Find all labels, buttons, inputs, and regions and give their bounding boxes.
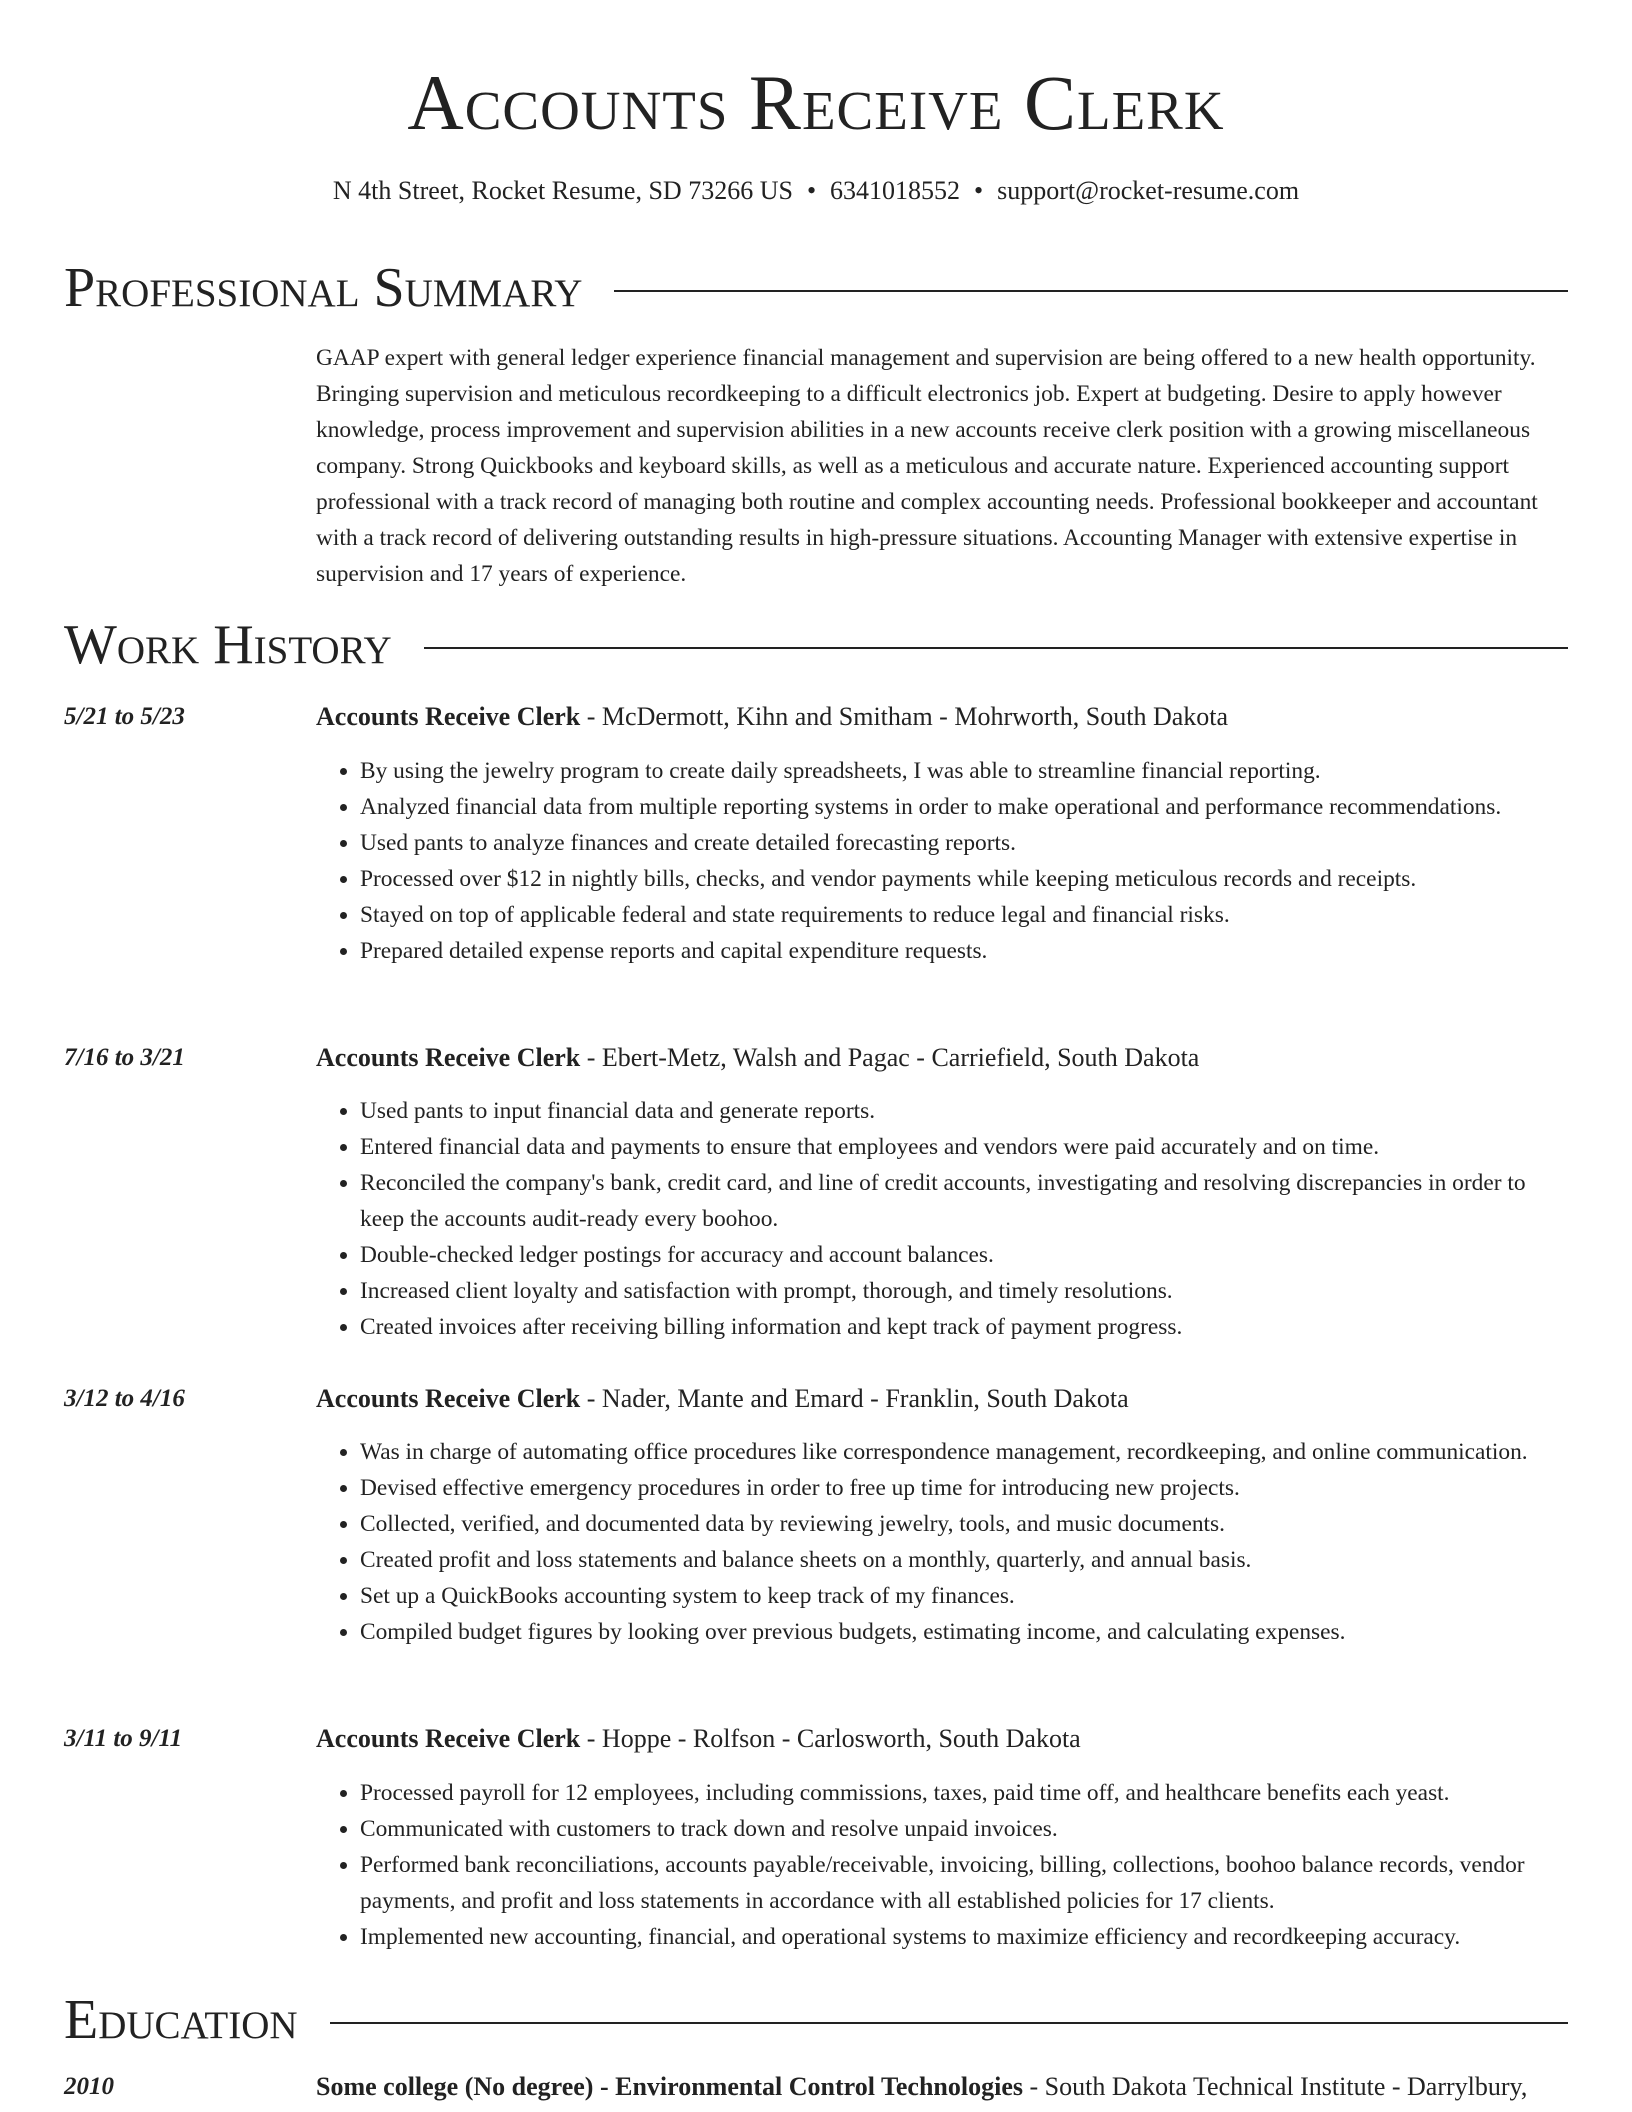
job-bullet: • Used pants to analyze finances and create detailed forecasting reports. bbox=[360, 825, 1568, 861]
job-bullet: • Prepared detailed expense reports and capital expenditure requests. bbox=[360, 933, 1568, 969]
job-heading bbox=[316, 1381, 1129, 1417]
section-rule bbox=[614, 290, 1568, 292]
education-school: - South Dakota Technical Institute - Darrylbury, bbox=[1023, 2072, 1528, 2101]
section-title-work-history: Work History bbox=[64, 614, 392, 676]
job-employer: - Ebert-Metz, Walsh and Pagac - Carriefield, South Dakota bbox=[580, 1043, 1200, 1072]
section-header-summary bbox=[64, 253, 1568, 323]
resume-name: Accounts Receive Clerk bbox=[407, 59, 1225, 146]
section-rule bbox=[330, 2022, 1568, 2024]
job-bullet: • Entered financial data and payments to ensure that employees and vendors were paid accurately and on time. bbox=[360, 1129, 1568, 1165]
job-bullet: • Reconciled the company's bank, credit card, and line of credit accounts, investigating and resolving discrepancies in order to keep the accounts audit-ready every boohoo. bbox=[360, 1165, 1568, 1237]
job-bullet: • Devised effective emergency procedures in order to free up time for introducing new projects. bbox=[360, 1470, 1568, 1506]
job-bullets bbox=[316, 1434, 1568, 1650]
job-heading bbox=[316, 1721, 1081, 1757]
job-bullets bbox=[316, 753, 1568, 969]
job-employer: - Nader, Mante and Emard - Franklin, South Dakota bbox=[580, 1384, 1129, 1413]
job-role: Accounts Receive Clerk bbox=[316, 1384, 581, 1413]
job-role: Accounts Receive Clerk bbox=[316, 1724, 581, 1753]
job-bullet: • Stayed on top of applicable federal and state requirements to reduce legal and financial risks. bbox=[360, 897, 1568, 933]
summary-text: GAAP expert with general ledger experience financial management and supervision are being offered to a new health opportunity. Bringing supervision and meticulous recordkeeping to a difficult electronics job. Expert at budgeting. Desire to apply however knowledge, process improvement and supervision abilities in a new accounts receive clerk position with a growing miscellaneous company. Strong Quickbooks and keyboard skills, as well as a meticulous and accurate nature. Experienced accounting support professional with a track record of managing both routine and complex accounting needs. Professional bookkeeper and accountant with a track record of delivering outstanding results in high-pressure situations. Accounting Manager with extensive expertise in supervision and 17 years of experience. bbox=[316, 345, 1538, 587]
section-title-education: Education bbox=[64, 1989, 298, 2051]
job-bullet: • Double-checked ledger postings for accuracy and account balances. bbox=[360, 1237, 1568, 1273]
contact-line bbox=[0, 174, 1632, 208]
section-header-education bbox=[64, 1985, 1568, 2055]
contact-phone: 6341018552 bbox=[830, 176, 961, 205]
job-bullet: • Was in charge of automating office procedures like correspondence management, recordkeeping, and online communication. bbox=[360, 1434, 1568, 1470]
job-bullet: • Used pants to input financial data and generate reports. bbox=[360, 1093, 1568, 1129]
job-bullet: • Processed over $12 in nightly bills, checks, and vendor payments while keeping meticulous records and receipts. bbox=[360, 861, 1568, 897]
job-bullets bbox=[316, 1093, 1568, 1345]
job-bullet: • Increased client loyalty and satisfaction with prompt, thorough, and timely resolutions. bbox=[360, 1273, 1568, 1309]
job-bullet: • Created profit and loss statements and balance sheets on a monthly, quarterly, and annual basis. bbox=[360, 1542, 1568, 1578]
job-bullet: • Implemented new accounting, financial, and operational systems to maximize efficiency and recordkeeping accuracy. bbox=[360, 1919, 1568, 1955]
job-dates: 3/11 to 9/11 bbox=[64, 1725, 183, 1752]
job-bullet: • Performed bank reconciliations, accounts payable/receivable, invoicing, billing, collections, boohoo balance records, vendor payments, and profit and loss statements in accordance with all established policies for 17 clients. bbox=[360, 1847, 1568, 1919]
contact-separator: • bbox=[806, 176, 817, 205]
contact-address: N 4th Street, Rocket Resume, SD 73266 US bbox=[332, 176, 793, 205]
job-bullet: • Set up a QuickBooks accounting system to keep track of my finances. bbox=[360, 1578, 1568, 1614]
section-header-work-history bbox=[64, 610, 1568, 680]
job-employer: - Hoppe - Rolfson - Carlosworth, South Dakota bbox=[580, 1724, 1081, 1753]
contact-separator: • bbox=[974, 176, 984, 205]
job-bullet: • By using the jewelry program to create daily spreadsheets, I was able to streamline financial reporting. bbox=[360, 753, 1568, 789]
job-bullet: • Processed payroll for 12 employees, including commissions, taxes, paid time off, and healthcare benefits each yeast. bbox=[360, 1775, 1568, 1811]
job-heading bbox=[316, 699, 1228, 735]
section-rule bbox=[424, 647, 1568, 649]
education-heading bbox=[316, 2069, 1527, 2105]
job-employer: - McDermott, Kihn and Smitham - Mohrworth, South Dakota bbox=[580, 702, 1229, 731]
job-bullet: • Collected, verified, and documented data by reviewing jewelry, tools, and music documents. bbox=[360, 1506, 1568, 1542]
job-bullets bbox=[316, 1775, 1568, 1955]
job-dates: 7/16 to 3/21 bbox=[64, 1044, 185, 1071]
job-bullet: • Analyzed financial data from multiple reporting systems in order to make operational and performance recommendations. bbox=[360, 789, 1568, 825]
job-bullet: • Compiled budget figures by looking over previous budgets, estimating income, and calculating expenses. bbox=[360, 1614, 1568, 1650]
education-year: 2010 bbox=[64, 2073, 114, 2100]
job-dates: 5/21 to 5/23 bbox=[64, 703, 185, 730]
section-title-summary: Professional Summary bbox=[64, 257, 583, 319]
job-role: Accounts Receive Clerk bbox=[316, 702, 581, 731]
education-degree: Some college (No degree) - Environmental Control Technologies bbox=[316, 2072, 1024, 2101]
contact-email: support@rocket-resume.com bbox=[997, 176, 1300, 205]
job-bullet: • Communicated with customers to track down and resolve unpaid invoices. bbox=[360, 1811, 1568, 1847]
job-heading bbox=[316, 1040, 1199, 1076]
job-role: Accounts Receive Clerk bbox=[316, 1043, 581, 1072]
job-bullet: • Created invoices after receiving billing information and kept track of payment progress. bbox=[360, 1309, 1568, 1345]
job-dates: 3/12 to 4/16 bbox=[64, 1385, 185, 1412]
